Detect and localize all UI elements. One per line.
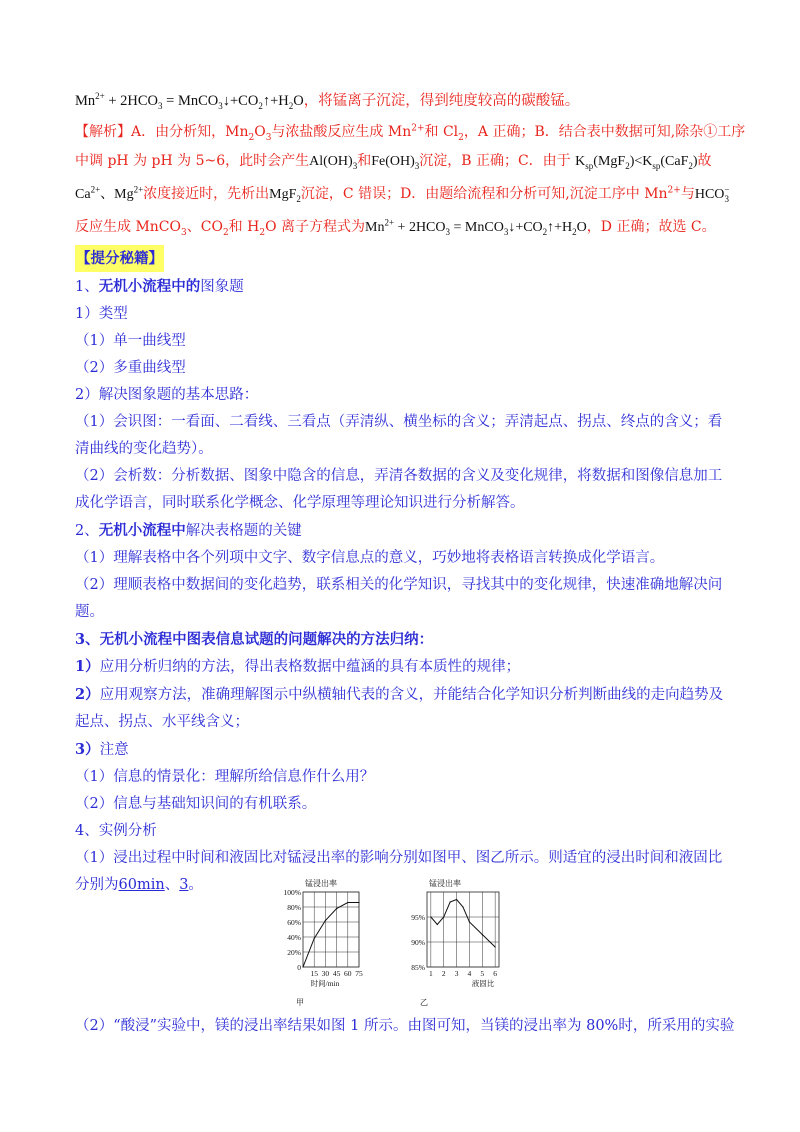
sec1-idea-1: （1）会识图：一看面、二看线、三看点（弄清纵、横坐标的含义；弄清起点、拐点、终点的含义；看清曲线的变化趋势）。 [75, 414, 723, 457]
text: 中调 pH 为 pH 为 5~6，此时会产生 [75, 153, 310, 169]
eq-term: = MnCO [450, 220, 504, 235]
analysis-line-2 [75, 146, 730, 177]
sec4-example-2 [75, 1013, 735, 1040]
sec3-title: 3、无机小流程中图表信息试题的问题解决的方法归纳： [75, 631, 434, 648]
text: 和 Cl [424, 124, 459, 140]
formula: Ca [75, 187, 91, 202]
ksp-expression [575, 154, 697, 169]
eq-term: + 2HCO [104, 93, 159, 109]
x-axis-label: 液固比 [471, 979, 495, 988]
text: )<K [629, 154, 653, 169]
sub: 2 [259, 227, 266, 238]
num: 1） [75, 658, 100, 675]
eq-term: ↑ [547, 220, 555, 235]
sup: 2+ [90, 184, 101, 195]
sub: 3 [352, 160, 358, 171]
text: (MgF [593, 154, 626, 169]
x-tick-label: 5 [480, 969, 485, 978]
sub: 3 [265, 132, 272, 143]
text: O [254, 124, 266, 140]
tips-heading: 【提分秘籍】 [75, 245, 164, 272]
eq-term: Mn [365, 220, 385, 235]
title-rest: 解决表格题的关键 [185, 523, 302, 539]
num: 2） [75, 686, 100, 703]
eq-sub: 3 [503, 226, 509, 237]
chart-title: 锰浸出率 [305, 879, 337, 888]
x-tick-label: 2 [441, 969, 446, 978]
eq-term: +H [554, 220, 573, 235]
x-tick-label: 6 [493, 969, 498, 978]
y-tick-label: 20% [287, 948, 301, 957]
y-tick-label: 0 [297, 963, 301, 972]
data-point [302, 966, 303, 967]
sub: 2 [688, 160, 693, 171]
eq-sup: 2+ [95, 91, 105, 102]
x-tick-label: 1 [428, 969, 433, 978]
data-point [430, 916, 431, 917]
text: 注意 [99, 742, 129, 758]
sec3-point-1 [75, 653, 730, 681]
formula: Al(OH) [309, 154, 353, 169]
text: 。 [188, 877, 203, 893]
text: 沉淀，C 错误；D．由题给流程和分析可知,沉淀工序中 Mn [300, 186, 668, 202]
section-2 [75, 517, 730, 626]
sub: sp [585, 160, 594, 171]
text: K [575, 154, 586, 169]
title-rest: 图象题 [200, 279, 244, 295]
data-point [325, 920, 326, 921]
data-point [456, 899, 457, 900]
eq-sup: 2+ [384, 217, 395, 228]
eq-term: = MnCO [162, 93, 219, 109]
data-series-line [303, 903, 359, 968]
analysis-line-4 [75, 212, 730, 243]
text: （2）“酸浸”实验中，镁的浸出率结果如图 1 所示。由图可知，当镁的浸出率为 80%时，所采用的实验 [75, 1018, 735, 1034]
sup: 2+ [133, 184, 144, 195]
x-tick-label: 30 [321, 969, 330, 978]
sec1-type-1: （1）单一曲线型 [75, 333, 186, 349]
sec1-idea-2: （2）会析数：分析数据、图象中隐含的信息，弄清各数据的含义及变化规律，将数据和图像信息加工成化学语言，同时联系化学概念、化学原理等理论知识进行分析解答。 [75, 468, 723, 511]
figure-charts [255, 862, 515, 1012]
y-tick-label: 100% [283, 888, 301, 897]
data-point [450, 901, 451, 902]
x-tick-label: 15 [310, 969, 318, 978]
analysis-line-3 [75, 177, 730, 212]
data-point [462, 906, 463, 907]
y-tick-label: 80% [287, 903, 301, 912]
eq-sub: 3 [218, 100, 223, 111]
sec1-title [75, 273, 730, 301]
section-3 [75, 626, 730, 818]
num: 1、 [75, 279, 99, 295]
formula: 、Mg [100, 187, 134, 202]
eq-term: O [293, 93, 304, 109]
y-tick-label: 85% [411, 963, 425, 972]
equation [75, 93, 304, 109]
text: 应用分析归纳的方法，得出表格数据中蕴涵的具有本质性的规律； [99, 659, 521, 675]
text: 、CO [186, 219, 223, 235]
text: O 离子方程式为 [265, 219, 366, 235]
x-tick-label: 60 [344, 969, 352, 978]
x-tick-label: 45 [332, 969, 341, 978]
sup: 2+ [667, 185, 681, 196]
text: 应用观察方法，准确理解图示中纵横轴代表的含义，并能结合化学知识分析判断曲线的走向趋势及起点、拐点、水平线含义； [75, 687, 724, 730]
formula: HCO [694, 187, 725, 202]
eq-term: +CO [230, 93, 259, 109]
text: 和 H [228, 219, 260, 235]
equation-repeat [365, 217, 587, 237]
num: 2、 [75, 523, 99, 539]
chart-caption: 乙 [420, 998, 428, 1007]
plot-frame [427, 892, 499, 967]
data-point [482, 934, 483, 935]
sec1-type: 1）类型 [75, 306, 128, 322]
eq-term: Mn [75, 93, 96, 109]
text: 沉淀，B 正确；C．由于 [419, 153, 576, 169]
data-point [358, 902, 359, 903]
sup: 2+ [411, 123, 425, 134]
analysis-block [75, 119, 746, 243]
sup: − [724, 184, 730, 195]
chart-title: 锰浸出率 [429, 879, 461, 888]
text: ，D 正确；故选 C。 [586, 219, 716, 235]
data-point [469, 921, 470, 922]
sub: 3 [724, 193, 729, 204]
sub: sp [652, 160, 661, 171]
text: 和 [357, 153, 372, 169]
document-page [75, 88, 746, 899]
eq-sub: 2 [288, 100, 294, 111]
eq-sub: 2 [258, 100, 263, 111]
chart-caption: 甲 [296, 998, 304, 1007]
eq-term: ↓ [222, 93, 230, 109]
y-tick-label: 90% [411, 938, 425, 947]
equation-note: ，将锰离子沉淀，得到纯度较高的碳酸锰。 [303, 93, 580, 109]
text: （1）浸出过程中时间和液固比对锰浸出率的影响分别如图甲、图乙所示。则适宜的浸出时间和液固比分别为 [75, 850, 723, 893]
sec1-idea: 2）解决图象题的基本思路： [75, 387, 259, 403]
text: 故 [697, 153, 712, 169]
text: 【解析】A．由分析知，Mn [75, 124, 249, 140]
answer-time: 60min [118, 877, 165, 893]
eq-sub: 2 [542, 226, 548, 237]
plot-frame [303, 892, 359, 967]
eq-term: + 2HCO [394, 220, 446, 235]
data-point [495, 946, 496, 947]
eq-term: O [576, 220, 587, 235]
text: ，A 正确；B．结合表中数据可知,除杂①工序 [463, 124, 746, 140]
formula: MgF [269, 187, 297, 202]
sub: 2 [248, 132, 255, 143]
sec3-point-2 [75, 681, 730, 736]
data-point [347, 902, 348, 903]
equation-line [75, 88, 730, 115]
text: 、 [164, 877, 180, 893]
sub: 3 [181, 227, 187, 238]
x-axis-label: 时间/min [310, 979, 340, 988]
x-tick-label: 75 [355, 969, 363, 978]
data-point [314, 938, 315, 939]
data-point [336, 908, 337, 909]
title-bold: 无机小流程中 [98, 522, 186, 539]
tips-heading-line [75, 245, 730, 273]
eq-term: +CO [515, 220, 543, 235]
sub: 2 [296, 193, 301, 204]
sec3-point-3 [75, 736, 730, 764]
title-bold: 无机小流程中的 [98, 278, 201, 295]
y-tick-label: 60% [287, 918, 301, 927]
sub: 2 [222, 227, 229, 238]
y-tick-label: 95% [411, 913, 425, 922]
x-tick-label: 3 [454, 969, 459, 978]
sub: 3 [414, 160, 420, 171]
sub: 2 [458, 132, 464, 143]
text: ) [692, 154, 698, 169]
num: 3） [75, 741, 100, 758]
eq-term: ↑ [262, 93, 271, 109]
x-tick-label: 4 [467, 969, 472, 978]
formula: Fe(OH) [371, 154, 415, 169]
text: 浓度接近时，先析出 [143, 186, 270, 202]
eq-term: +H [270, 93, 289, 109]
eq-sub: 2 [572, 226, 577, 237]
text: (CaF [660, 154, 689, 169]
data-point [443, 916, 444, 917]
text: 与 [680, 186, 695, 202]
sub: 2 [625, 160, 630, 171]
sec2-point-1: （1）理解表格中各个列项中文字、数字信息点的意义，巧妙地将表格语言转换成化学语言。 [75, 550, 665, 566]
y-tick-label: 40% [287, 933, 301, 942]
charts-svg [255, 862, 515, 1012]
eq-sub: 3 [445, 226, 451, 237]
sec2-title [75, 517, 730, 545]
answer-ratio: 3 [179, 877, 189, 893]
analysis-line-1 [75, 119, 746, 146]
sec1-type-2: （2）多重曲线型 [75, 360, 186, 376]
sec3-note-2: （2）信息与基础知识间的有机联系。 [75, 796, 317, 812]
sec4-title: 4、实例分析 [75, 823, 157, 839]
eq-term: ↓ [508, 220, 516, 235]
section-1 [75, 273, 730, 517]
text: 与浓盐酸反应生成 Mn [271, 124, 412, 140]
data-point [437, 924, 438, 925]
eq-sub: 3 [158, 100, 163, 111]
sec2-point-2: （2）理顺表格中数据间的变化趋势，联系相关的化学知识，寻找其中的变化规律，快速准确地解决问题。 [75, 577, 723, 620]
sec3-note-1: （1）信息的情景化：理解所给信息作什么用？ [75, 769, 375, 785]
text: 反应生成 MnCO [75, 219, 181, 235]
